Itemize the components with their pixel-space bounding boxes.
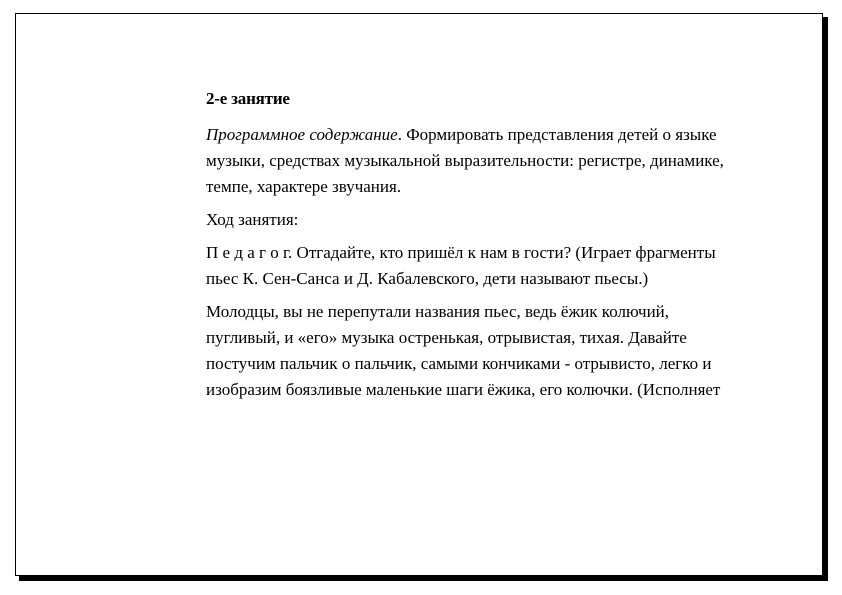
page-frame-shadow-bottom — [19, 576, 828, 581]
program-paragraph — [206, 122, 726, 200]
page-frame-shadow-right — [823, 17, 828, 580]
program-text: . Формировать представления детей о языке музыки, средствах музыкальной выразительности: регистре, динамике, темпе, характере звучания. — [206, 125, 724, 196]
main-paragraph: Молодцы, вы не перепутали названия пьес, ведь ёжик колючий, пугливый, и «его» музыка остренькая, отрывистая, тихая. Давайте постучим пальчик о пальчик, самыми кончиками - отрывисто, легко и изобразим боязливые маленькие шаги ёжика, его колючки. (Исполняет — [206, 302, 721, 399]
course-label: Ход занятия: — [206, 210, 299, 229]
program-label: Программное содержание — [206, 125, 398, 144]
teacher-paragraph: П е д а г о г. Отгадайте, кто пришёл к нам в гости? (Играет фрагменты пьес К. Сен-Санса и Д. Кабалевского, дети называют пьесы.) — [206, 243, 716, 288]
document-body — [206, 86, 726, 410]
lesson-heading: 2-е занятие — [206, 89, 290, 108]
